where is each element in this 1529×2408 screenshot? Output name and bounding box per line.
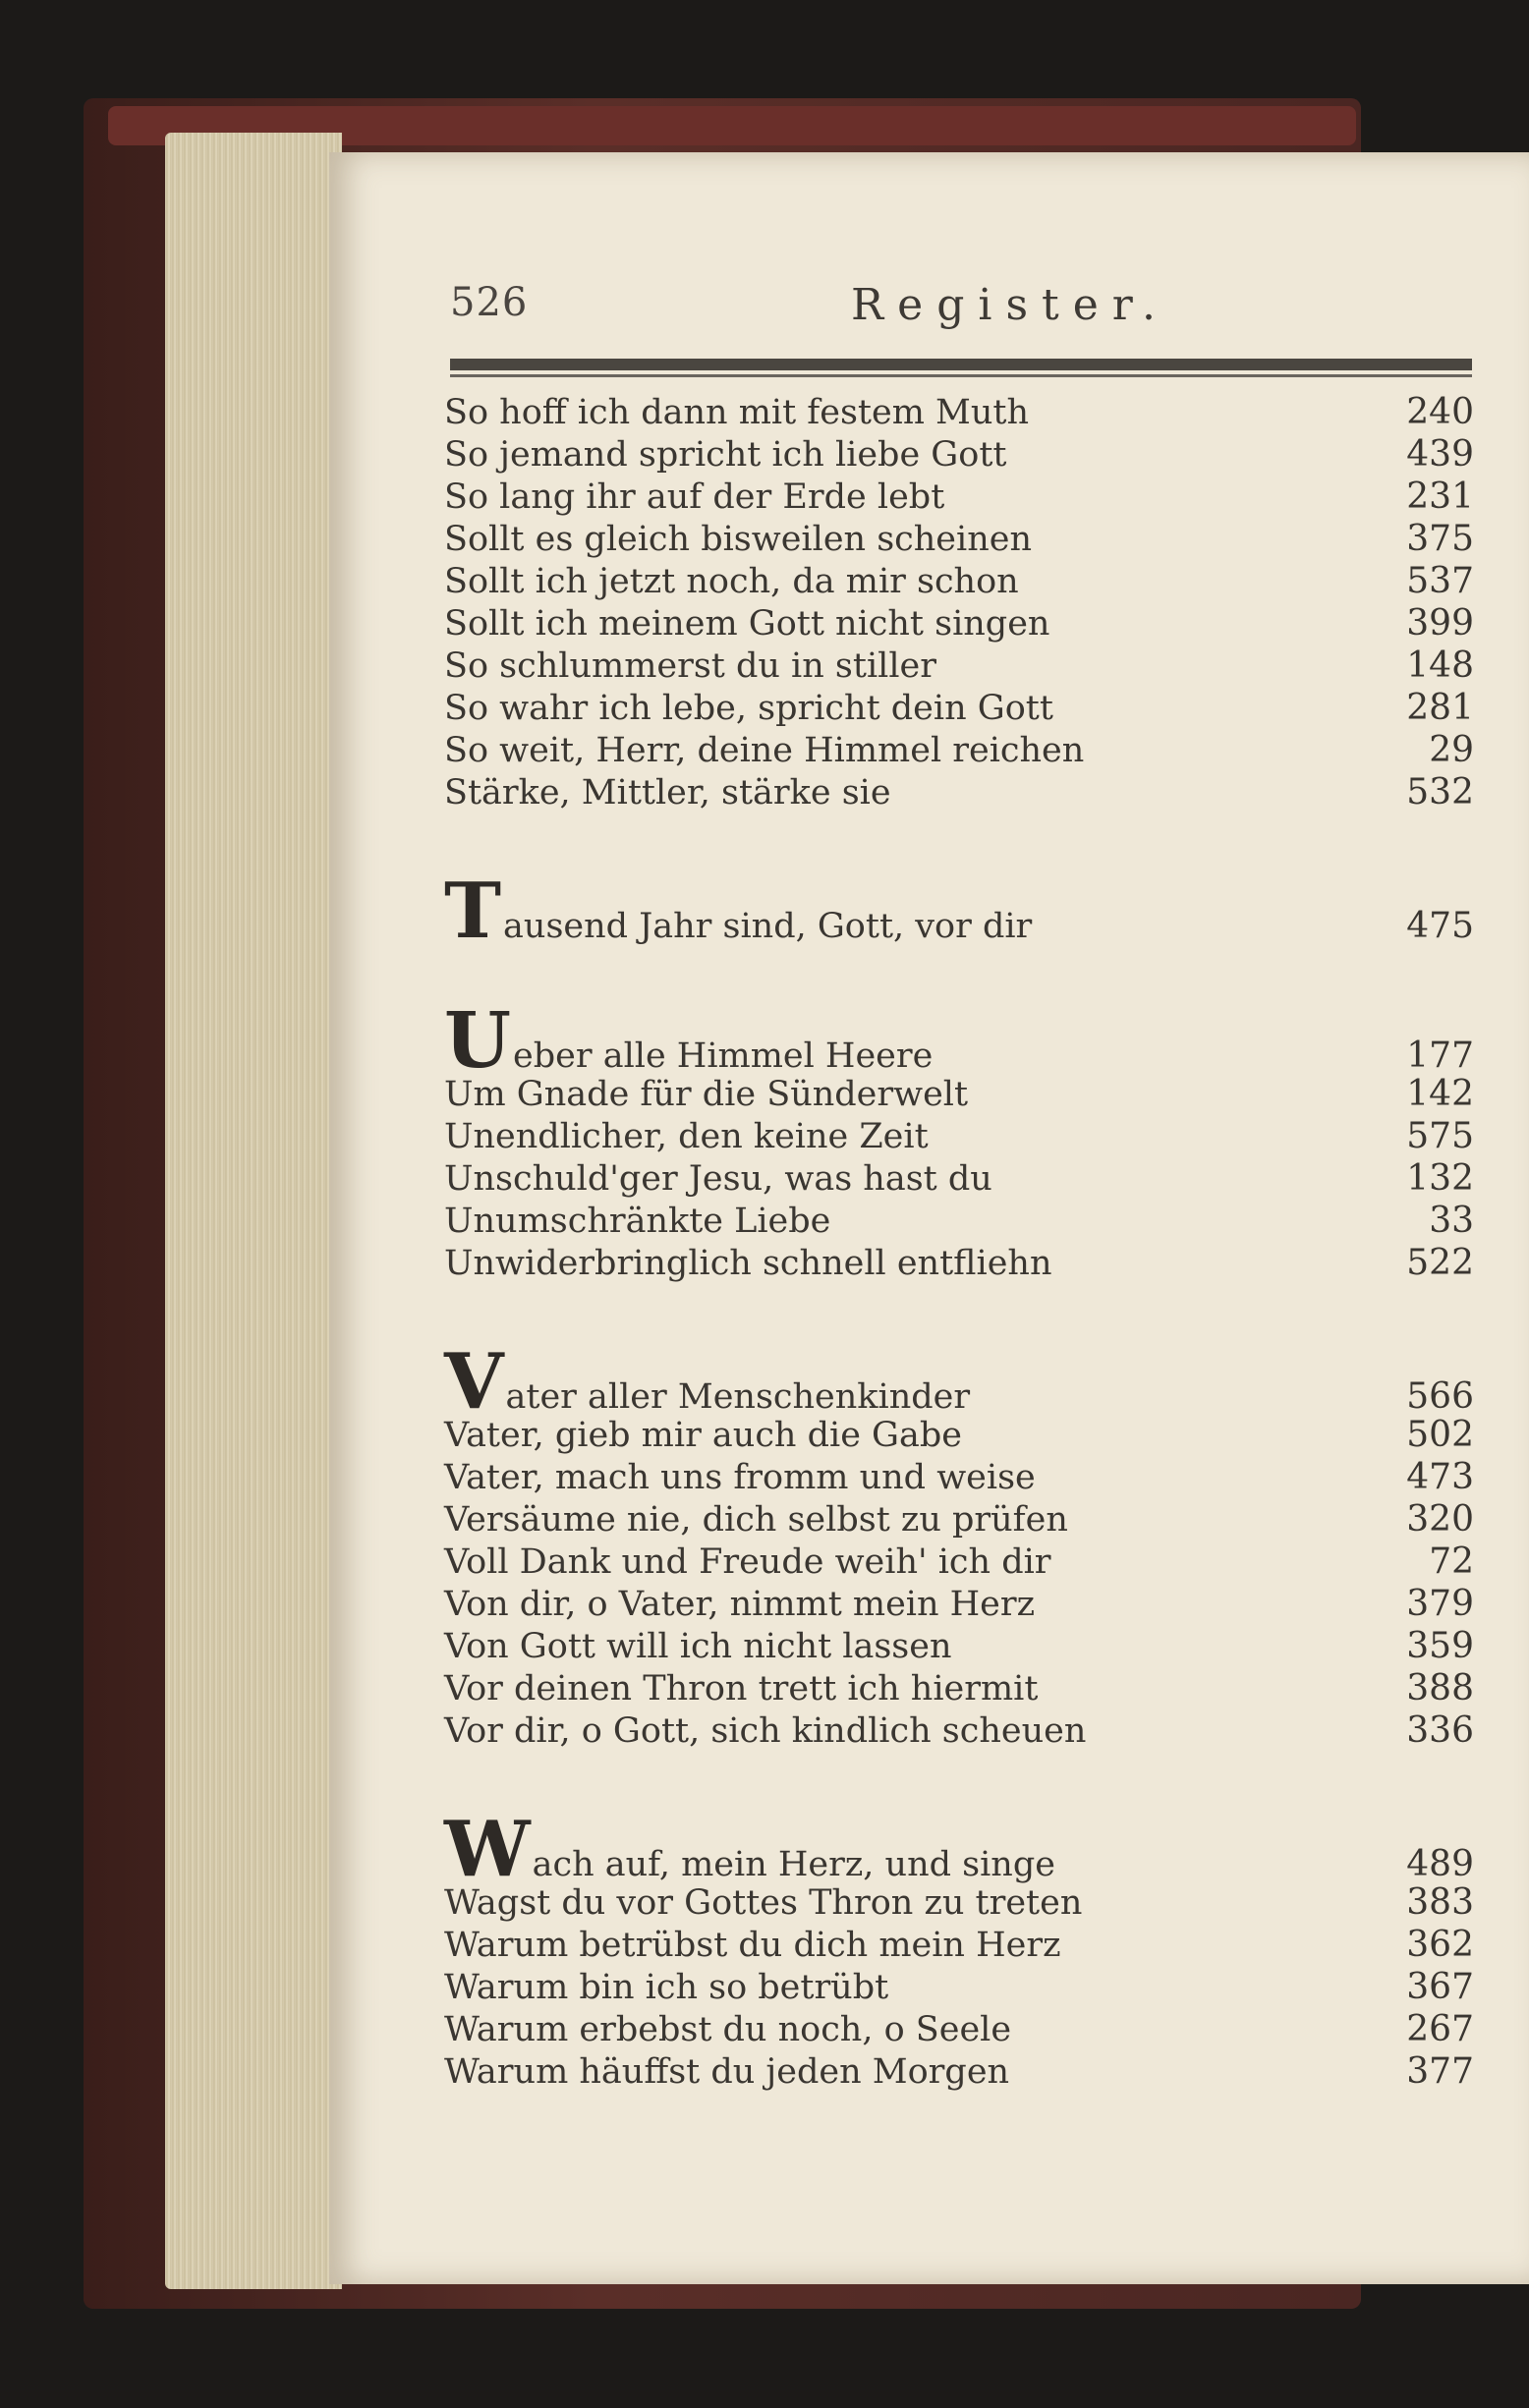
entry-page: 522 (1406, 1243, 1474, 1283)
register-entry (444, 1073, 1474, 1115)
page-header (450, 280, 1472, 339)
entry-title: Von dir, o Vater, nimmt mein Herz (444, 1585, 1036, 1624)
entry-page: 502 (1406, 1415, 1474, 1455)
entry-title: So jemand spricht ich liebe Gott (444, 435, 1007, 475)
entry-title: Vor dir, o Gott, sich kindlich scheuen (444, 1711, 1087, 1751)
entry-page: 473 (1406, 1457, 1474, 1497)
entry-page: 177 (1406, 1036, 1474, 1076)
register-entry (444, 1583, 1474, 1625)
entry-page: 367 (1406, 1967, 1474, 2007)
entry-page: 281 (1406, 688, 1474, 728)
entry-title: Unumschränkte Liebe (444, 1202, 831, 1241)
register-entry (444, 1924, 1474, 1966)
entry-title: So lang ihr auf der Erde lebt (444, 477, 945, 517)
entry-page: 537 (1406, 561, 1474, 601)
entry-page: 336 (1406, 1710, 1474, 1751)
entry-page: 267 (1406, 2009, 1474, 2049)
register-entry (444, 1709, 1474, 1752)
entry-title: Von Gott will ich nicht lassen (444, 1627, 952, 1666)
register-entry (444, 687, 1474, 729)
register-list (444, 391, 1474, 2093)
register-entry (444, 996, 1474, 1086)
entry-title: So wahr ich lebe, spricht dein Gott (444, 689, 1053, 728)
register-entry (444, 1115, 1474, 1157)
entry-title: ater aller Menschenkinder (505, 1377, 971, 1417)
entry-page: 475 (1406, 906, 1474, 946)
register-entry (444, 1337, 1474, 1427)
entry-title: Unwiderbringlich schnell entfliehn (444, 1244, 1052, 1283)
register-entry (444, 644, 1474, 687)
section-gap (444, 813, 1474, 892)
section-gap (444, 943, 1474, 1022)
register-entry (444, 1540, 1474, 1583)
entry-title: Unendlicher, den keine Zeit (444, 1117, 929, 1156)
page-number: 526 (450, 280, 529, 325)
entry-title: Vater, gieb mir auch die Gabe (444, 1416, 962, 1455)
register-entry (444, 1625, 1474, 1667)
entry-title: Warum erbebst du noch, o Seele (444, 2010, 1012, 2049)
register-entry (444, 433, 1474, 476)
entry-title: Voll Dank und Freude weih' ich dir (444, 1542, 1051, 1582)
entry-title: Sollt ich meinem Gott nicht singen (444, 604, 1050, 644)
register-entry (444, 1414, 1474, 1456)
section-w (444, 1805, 1474, 2093)
entry-page: 132 (1406, 1158, 1474, 1199)
initial-letter: T (444, 867, 502, 956)
entry-title: Um Gnade für die Sünderwelt (444, 1075, 969, 1114)
section-t (444, 867, 1474, 956)
entry-page: 148 (1406, 645, 1474, 686)
entry-title: Warum häuffst du jeden Morgen (444, 2052, 1010, 2092)
entry-page: 575 (1406, 1116, 1474, 1156)
entry-title: So hoff ich dann mit festem Muth (444, 393, 1029, 432)
register-entry (444, 602, 1474, 644)
register-entry (444, 1242, 1474, 1284)
section-v (444, 1337, 1474, 1752)
entry-page: 240 (1406, 392, 1474, 432)
entry-title: Sollt es gleich bisweilen scheinen (444, 520, 1033, 559)
register-entry (444, 771, 1474, 813)
entry-page: 231 (1406, 476, 1474, 517)
register-entry (444, 391, 1474, 433)
register-entry (444, 1456, 1474, 1498)
register-entry (444, 1805, 1474, 1894)
entry-page: 375 (1406, 519, 1474, 559)
initial-letter: U (444, 996, 512, 1086)
register-entry (444, 2008, 1474, 2050)
page-edges (165, 133, 342, 2289)
entry-page: 362 (1406, 1925, 1474, 1965)
entry-title: Unschuld'ger Jesu, was hast du (444, 1159, 992, 1199)
initial-letter: V (444, 1337, 504, 1427)
running-title: Register. (851, 280, 1169, 330)
entry-page: 566 (1406, 1376, 1474, 1417)
entry-title: Wagst du vor Gottes Thron zu treten (444, 1883, 1083, 1923)
register-entry (444, 867, 1474, 956)
entry-page: 359 (1406, 1626, 1474, 1666)
register-entry (444, 476, 1474, 518)
entry-page: 72 (1429, 1541, 1474, 1582)
register-entry (444, 560, 1474, 602)
entry-title: Stärke, Mittler, stärke sie (444, 773, 891, 812)
entry-title: Vater, mach uns fromm und weise (444, 1458, 1036, 1497)
entry-title: ach auf, mein Herz, und singe (532, 1845, 1055, 1884)
entry-title: Sollt ich jetzt noch, da mir schon (444, 562, 1019, 601)
entry-title: Warum betrübst du dich mein Herz (444, 1926, 1061, 1965)
register-entry (444, 1498, 1474, 1540)
register-entry (444, 1157, 1474, 1200)
register-entry (444, 1200, 1474, 1242)
register-entry (444, 2050, 1474, 2093)
section-s (444, 391, 1474, 813)
entry-title: ausend Jahr sind, Gott, vor dir (503, 907, 1033, 946)
entry-title: eber alle Himmel Heere (513, 1036, 934, 1076)
section-u (444, 996, 1474, 1284)
entry-page: 532 (1406, 772, 1474, 812)
register-entry (444, 1881, 1474, 1924)
entry-page: 142 (1406, 1074, 1474, 1114)
register-entry (444, 1667, 1474, 1709)
entry-page: 320 (1406, 1499, 1474, 1540)
entry-title: Vor deinen Thron trett ich hiermit (444, 1669, 1039, 1708)
entry-page: 33 (1429, 1201, 1474, 1241)
entry-page: 489 (1406, 1844, 1474, 1884)
initial-letter: W (444, 1805, 531, 1894)
entry-page: 377 (1406, 2051, 1474, 2092)
entry-title: Warum bin ich so betrübt (444, 1968, 889, 2007)
entry-title: So weit, Herr, deine Himmel reichen (444, 731, 1085, 770)
section-gap (444, 1752, 1474, 1830)
entry-page: 29 (1429, 730, 1474, 770)
entry-page: 388 (1406, 1668, 1474, 1708)
entry-title: Versäume nie, dich selbst zu prüfen (444, 1500, 1068, 1540)
register-entry (444, 729, 1474, 771)
entry-page: 379 (1406, 1584, 1474, 1624)
register-entry (444, 1966, 1474, 2008)
section-gap (444, 1284, 1474, 1363)
entry-page: 383 (1406, 1882, 1474, 1923)
register-entry (444, 518, 1474, 560)
entry-page: 439 (1406, 434, 1474, 475)
entry-page: 399 (1406, 603, 1474, 644)
header-rule (450, 359, 1472, 370)
entry-title: So schlummerst du in stiller (444, 646, 936, 686)
